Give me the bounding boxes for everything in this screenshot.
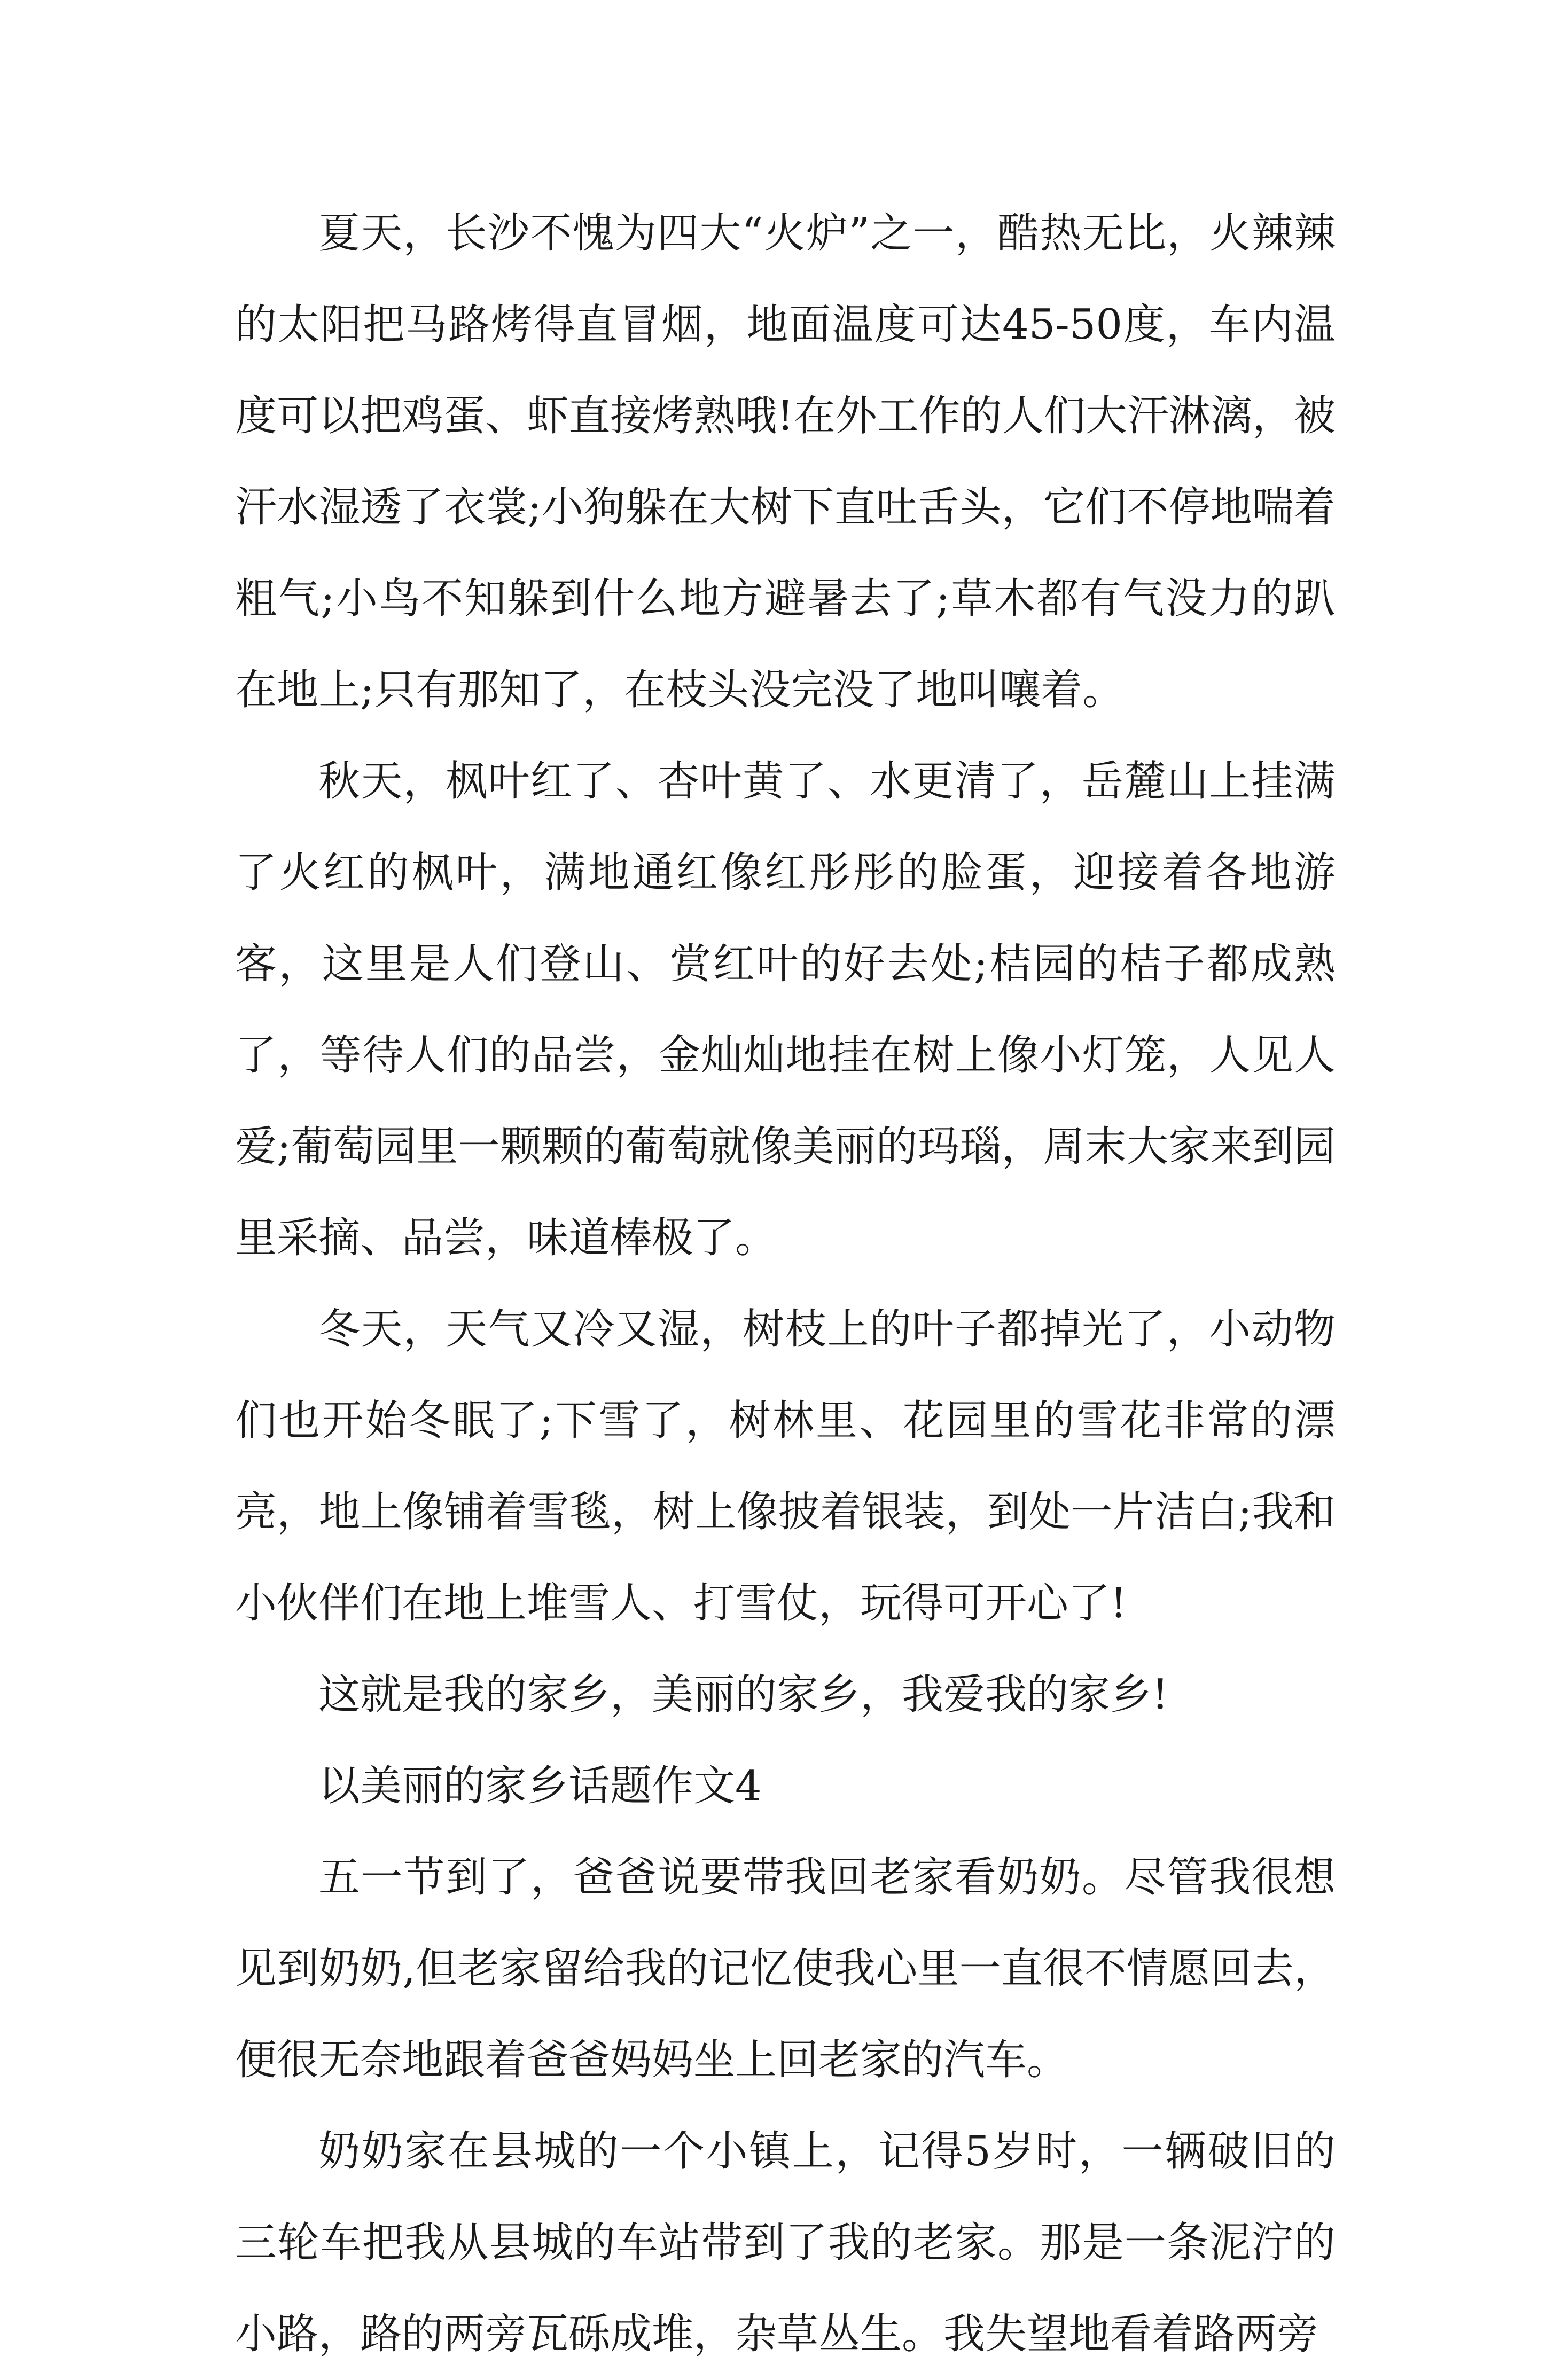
paragraph-winter: 冬天，天气又冷又湿，树枝上的叶子都掉光了，小动物们也开始冬眠了;下雪了，树林里、花园里的雪花非常的漂亮，地上像铺着雪毯，树上像披着银装，到处一片洁白;我和小伙伴们在地上堆雪人、打雪仗，玩得可开心了! [235,1305,1336,1627]
paragraph-grandma-town: 奶奶家在县城的一个小镇上，记得5岁时，一辆破旧的三轮车把我从县城的车站带到了我的老家。那是一条泥泞的小路，路的两旁瓦砾成堆，杂草丛生。我失望地看着路两旁 [235,2127,1336,2358]
paragraph-conclusion: 这就是我的家乡，美丽的家乡，我爱我的家乡! [318,1671,1169,1719]
document-page [235,188,1336,2380]
paragraph-may-day: 五一节到了，爸爸说要带我回老家看奶奶。尽管我很想见到奶奶,但老家留给我的记忆使我心里一直很不情愿回去，便很无奈地跟着爸爸妈妈坐上回老家的汽车。 [235,1853,1336,2084]
paragraph-autumn: 秋天，枫叶红了、杏叶黄了、水更清了，岳麓山上挂满了火红的枫叶，满地通红像红彤彤的脸蛋，迎接着各地游客，这里是人们登山、赏红叶的好去处;桔园的桔子都成熟了，等待人们的品尝，金灿灿地挂在树上像小灯笼，人见人爱;葡萄园里一颗颗的葡萄就像美丽的玛瑙，周末大家来到园里采摘、品尝，味道棒极了。 [235,757,1336,1262]
paragraph-summer: 夏天，长沙不愧为四大“火炉”之一，酷热无比，火辣辣的太阳把马路烤得直冒烟，地面温度可达45-50度，车内温度可以把鸡蛋、虾直接烤熟哦!在外工作的人们大汗淋漓，被汗水湿透了衣裳;小狗躲在大树下直吐舌头，它们不停地喘着粗气;小鸟不知躲到什么地方避暑去了;草木都有气没力的趴在地上;只有那知了，在枝头没完没了地叫嚷着。 [235,209,1336,714]
section-title: 以美丽的家乡话题作文4 [318,1762,762,1810]
